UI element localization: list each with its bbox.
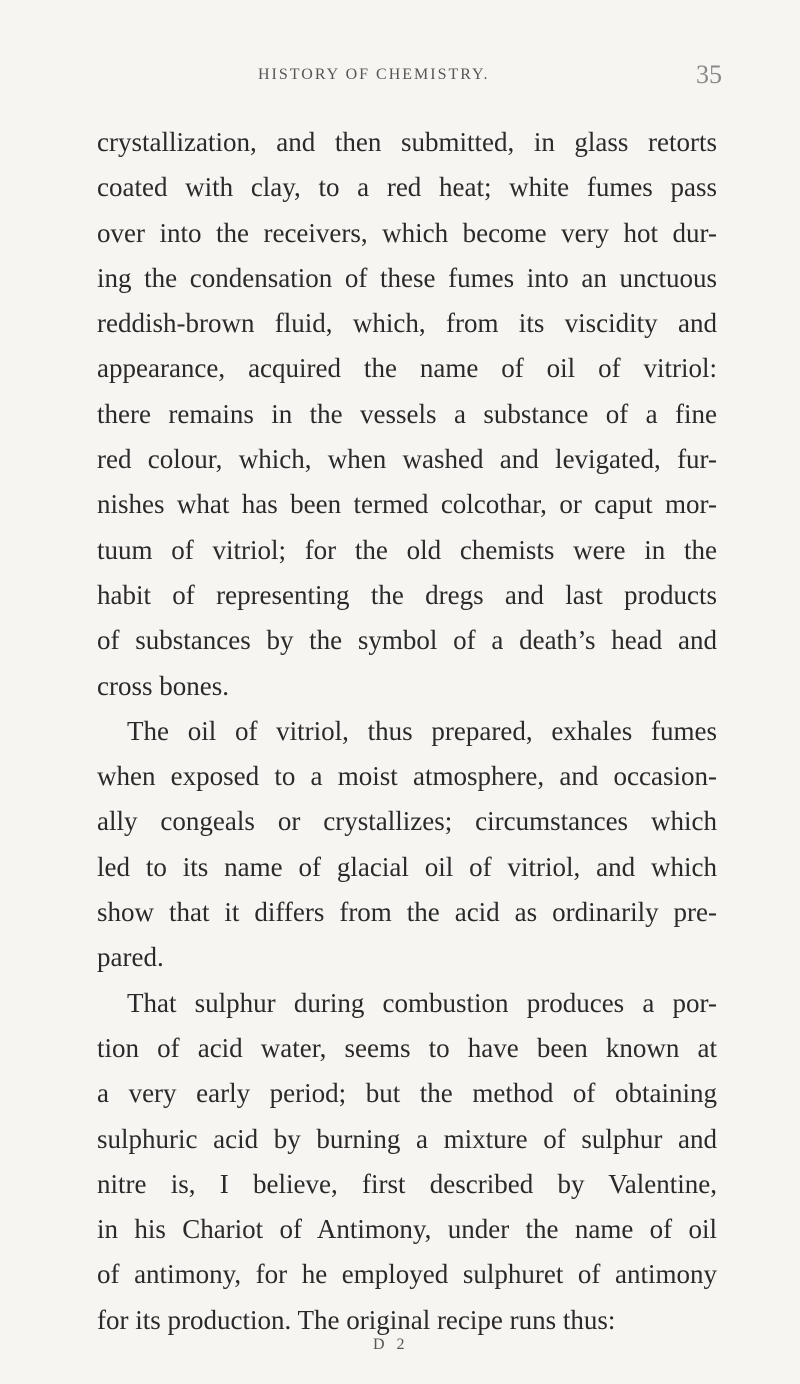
text-line: red colour, which, when washed and levigated, fur- [97,444,717,475]
text-line: pared. [97,942,164,973]
signature-mark: D 2 [373,1336,409,1353]
text-line: when exposed to a moist atmosphere, and occasion- [97,761,717,792]
text-line: over into the receivers, which become very hot dur- [97,217,717,248]
text-line: there remains in the vessels a substance of a fine [97,398,717,429]
running-title: HISTORY OF CHEMISTRY. [258,66,490,83]
text-line: ing the condensation of these fumes into an unctuous [97,262,717,293]
text-line: The oil of vitriol, thus prepared, exhales fumes [127,715,717,746]
page-number: 35 [696,60,722,89]
text-line: a very early period; but the method of obtaining [97,1078,717,1109]
body-text [97,120,717,1343]
text-line: tion of acid water, seems to have been known at [97,1032,717,1063]
text-line: cross bones. [97,670,229,701]
text-line: show that it differs from the acid as ordinarily pre- [97,897,717,928]
text-line: reddish-brown fluid, which, from its viscidity and [97,308,717,339]
text-line: nishes what has been termed colcothar, or caput mor- [97,489,717,520]
text-line: ally congeals or crystallizes; circumstances which [97,806,717,837]
text-line: tuum of vitriol; for the old chemists were in the [97,534,717,565]
text-line: That sulphur during combustion produces a por- [127,987,717,1018]
text-line: appearance, acquired the name of oil of vitriol: [97,353,717,384]
text-line: sulphuric acid by burning a mixture of sulphur and [97,1123,717,1154]
text-line: of substances by the symbol of a death’s head and [97,625,717,656]
text-line: of antimony, for he employed sulphuret of antimony [97,1259,717,1290]
text-line: nitre is, I believe, first described by Valentine, [97,1168,717,1199]
text-line: crystallization, and then submitted, in glass retorts [97,127,717,157]
text-line: coated with clay, to a red heat; white fumes pass [97,172,717,203]
text-line: led to its name of glacial oil of vitriol, and which [97,851,717,882]
text-line: habit of representing the dregs and last products [97,579,717,610]
text-line: for its production. The original recipe runs thus: [97,1304,616,1335]
text-line: in his Chariot of Antimony, under the name of oil [97,1214,717,1245]
